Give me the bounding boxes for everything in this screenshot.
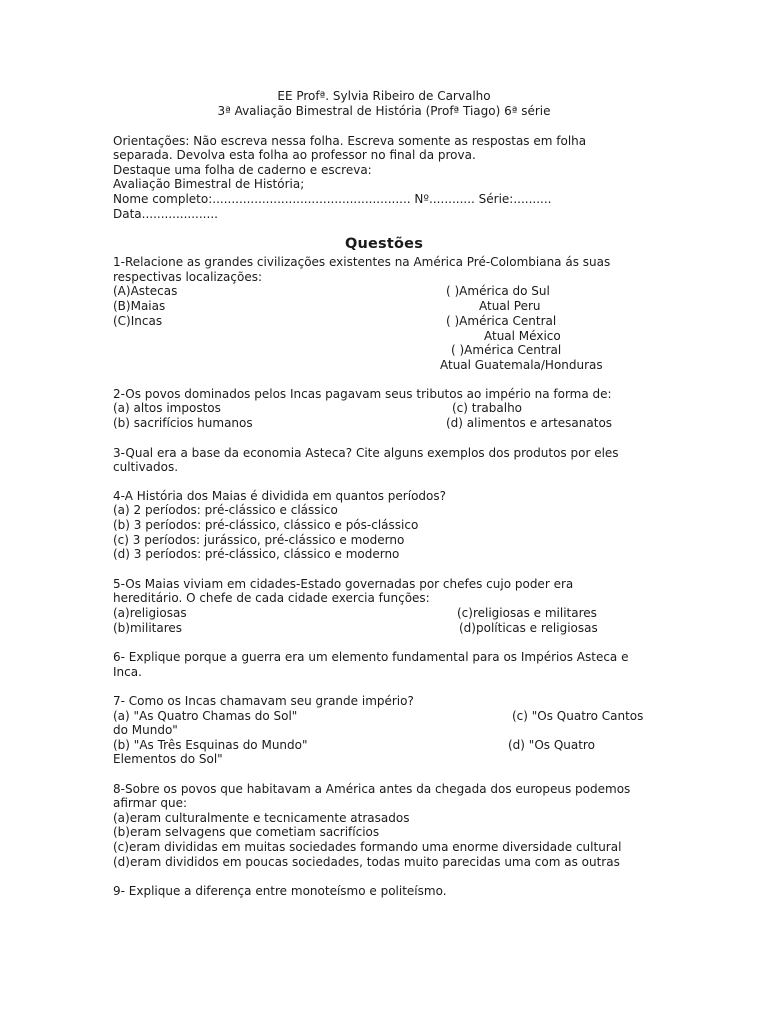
q7-option: Elementos do Sol": [113, 752, 223, 766]
q7-option: (d) "Os Quatro: [508, 738, 595, 752]
q6-stem: 6- Explique porque a guerra era um elemento fundamental para os Impérios Asteca e: [113, 650, 629, 664]
q5-option: (a)religiosas: [113, 606, 187, 620]
instructions-line: separada. Devolva esta folha ao professor no final da prova.: [113, 148, 476, 162]
q8-option: (c)eram divididas em muitas sociedades formando uma enorme diversidade cultural: [113, 840, 622, 854]
q1-item-right: ( )América do Sul: [446, 284, 550, 298]
q9-stem: 9- Explique a diferença entre monoteísmo e politeísmo.: [113, 884, 447, 898]
q1-stem: 1-Relacione as grandes civilizações existentes na América Pré-Colombiana ás suas: [113, 255, 611, 269]
q2-stem: 2-Os povos dominados pelos Incas pagavam seus tributos ao império na forma de:: [113, 387, 612, 401]
instructions-line: Orientações: Não escreva nessa folha. Escreva somente as respostas em folha: [113, 134, 587, 148]
q2-option: (d) alimentos e artesanatos: [446, 416, 613, 430]
q7-option: (a) "As Quatro Chamas do Sol": [113, 709, 298, 723]
q7-option: (b) "As Três Esquinas do Mundo": [113, 738, 308, 752]
q4-option: (a) 2 períodos: pré-clássico e clássico: [113, 503, 338, 517]
q6-stem: Inca.: [113, 665, 142, 679]
school-name: EE Profª. Sylvia Ribeiro de Carvalho: [277, 89, 491, 103]
section-title: Questões: [344, 236, 424, 252]
q8-option: (a)eram culturalmente e tecnicamente atrasados: [113, 811, 410, 825]
q8-option: (d)eram divididos em poucas sociedades, todas muito parecidas uma com as outras: [113, 855, 620, 869]
q2-option: (b) sacrifícios humanos: [113, 416, 253, 430]
q3-stem: 3-Qual era a base da economia Asteca? Cite alguns exemplos dos produtos por eles: [113, 446, 619, 460]
q8-option: (b)eram selvagens que cometiam sacrifícios: [113, 825, 380, 839]
q8-stem: 8-Sobre os povos que habitavam a América antes da chegada dos europeus podemos: [113, 782, 631, 796]
q7-option: do Mundo": [113, 723, 178, 737]
q5-stem: 5-Os Maias viviam em cidades-Estado governadas por chefes cujo poder era: [113, 577, 574, 591]
q1-item-right: Atual México: [484, 329, 561, 343]
q4-option: (d) 3 períodos: pré-clássico, clássico e moderno: [113, 547, 400, 561]
q4-stem: 4-A História dos Maias é dividida em quantos períodos?: [113, 489, 446, 503]
q4-option: (c) 3 períodos: jurássico, pré-clássico e moderno: [113, 533, 405, 547]
q2-option: (c) trabalho: [452, 401, 523, 415]
q7-stem: 7- Como os Incas chamavam seu grande império?: [113, 694, 414, 708]
q1-item-left: (C)Incas: [113, 314, 163, 328]
q5-stem: hereditário. O chefe de cada cidade exercia funções:: [113, 591, 430, 605]
q5-option: (d)políticas e religiosas: [459, 621, 598, 635]
q3-stem: cultivados.: [113, 460, 179, 474]
q1-item-left: (A)Astecas: [113, 284, 178, 298]
instructions-line: Destaque uma folha de caderno e escreva:: [113, 163, 372, 177]
instructions-line: Avaliação Bimestral de História;: [113, 177, 305, 191]
instructions-line: Data....................: [113, 207, 218, 221]
q2-option: (a) altos impostos: [113, 401, 221, 415]
q1-item-left: (B)Maias: [113, 299, 166, 313]
q1-item-right: ( )América Central: [446, 314, 557, 328]
q1-item-right: Atual Peru: [479, 299, 541, 313]
q7-option: (c) "Os Quatro Cantos: [512, 709, 644, 723]
q1-stem: respectivas localizações:: [113, 270, 263, 284]
q5-option: (c)religiosas e militares: [457, 606, 597, 620]
instructions-line: Nome completo:.................................................... Nº............ Série:..........: [113, 192, 552, 206]
q5-option: (b)militares: [113, 621, 183, 635]
q8-stem: afirmar que:: [113, 796, 188, 810]
q4-option: (b) 3 períodos: pré-clássico, clássico e pós-clássico: [113, 518, 419, 532]
q1-item-right: ( )América Central: [451, 343, 562, 357]
exam-title: 3ª Avaliação Bimestral de História (Profª Tiago) 6ª série: [217, 104, 551, 118]
q1-item-right: Atual Guatemala/Honduras: [440, 358, 603, 372]
